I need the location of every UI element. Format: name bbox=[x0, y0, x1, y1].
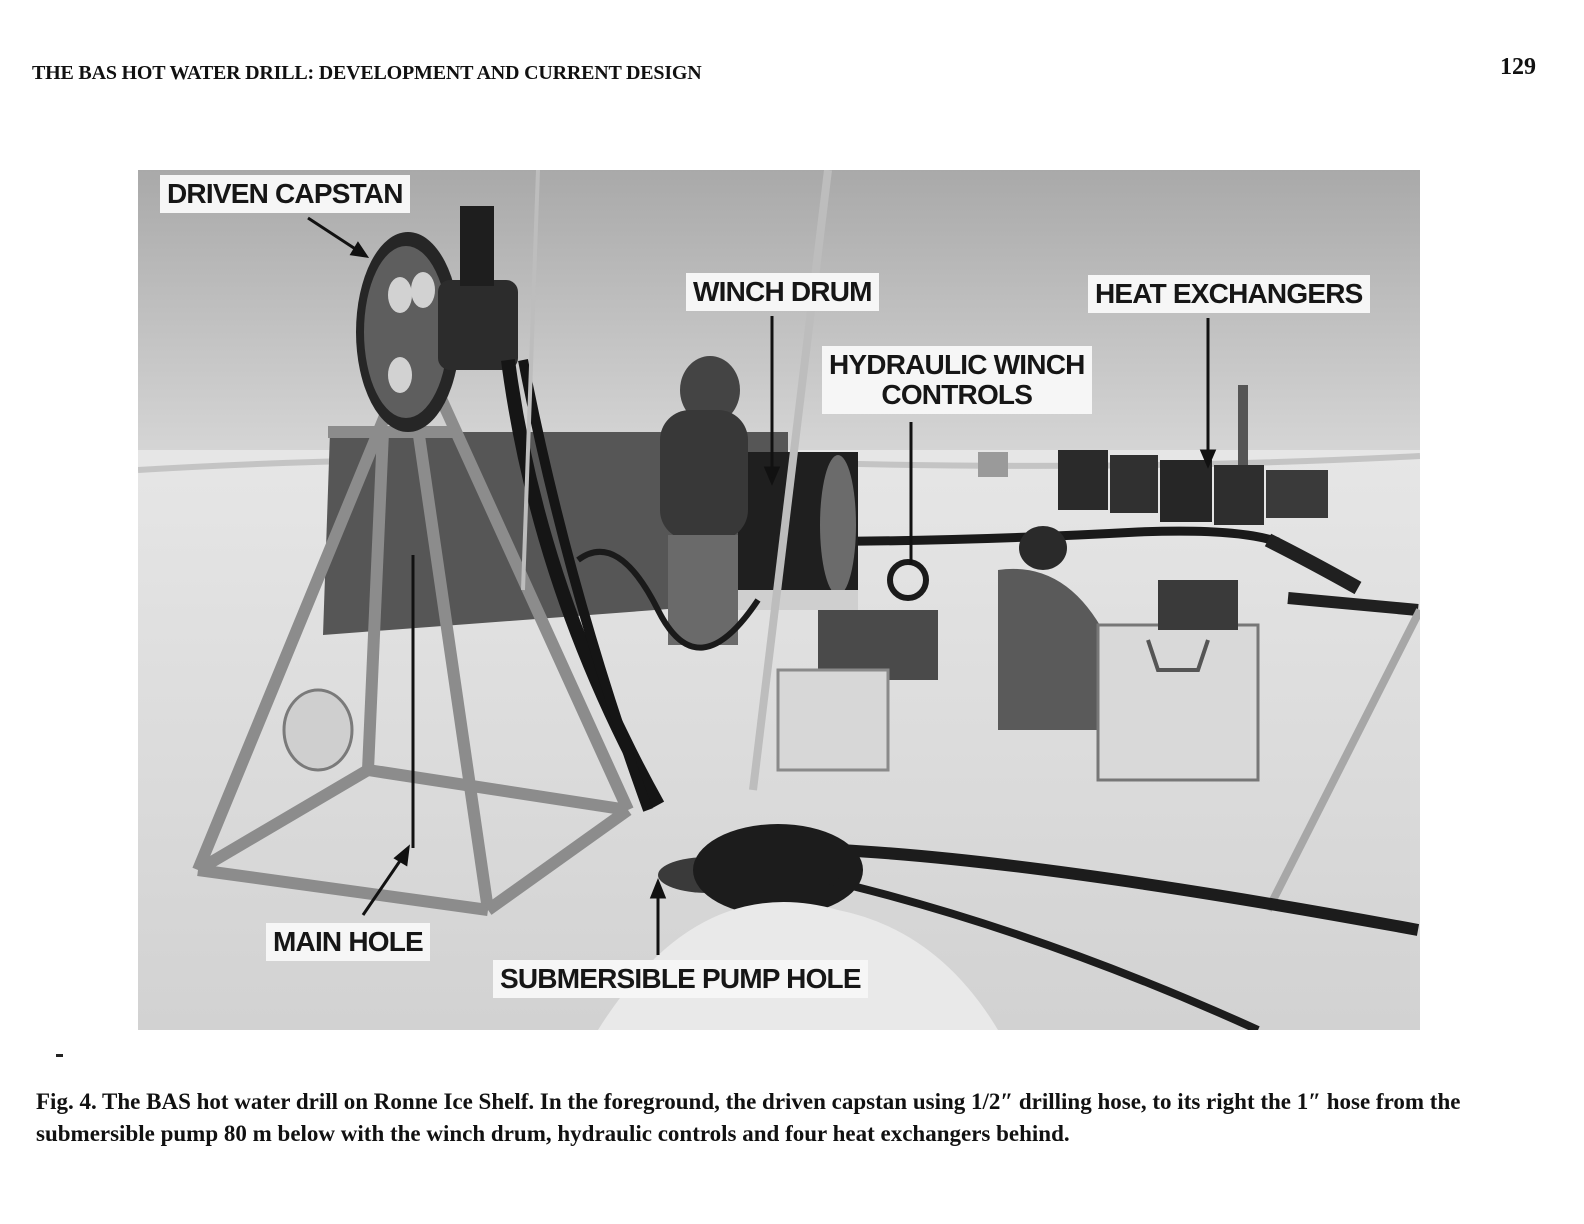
callout-heat-exchangers: HEAT EXCHANGERS bbox=[1088, 275, 1370, 313]
callout-hydraulic-winch-controls bbox=[822, 346, 1092, 414]
callout-submersible-pump-hole: SUBMERSIBLE PUMP HOLE bbox=[493, 960, 868, 998]
callout-line: CONTROLS bbox=[881, 379, 1033, 410]
callout-main-hole: MAIN HOLE bbox=[266, 923, 430, 961]
cable-spool bbox=[284, 690, 352, 770]
figure-caption: Fig. 4. The BAS hot water drill on Ronne Ice Shelf. In the foreground, the driven capstan using 1/2″ drilling hose, to its right the 1″ hose from the submersible pump 80 m below with the winch drum, hydraulic controls and four heat exchangers behind. bbox=[36, 1089, 1461, 1146]
callout-line: HYDRAULIC WINCH bbox=[829, 349, 1085, 380]
callout-driven-capstan: DRIVEN CAPSTAN bbox=[160, 175, 410, 213]
callout-winch-drum: WINCH DRUM bbox=[686, 273, 879, 311]
stray-mark bbox=[56, 1054, 63, 1057]
running-head: THE BAS HOT WATER DRILL: DEVELOPMENT AND CURRENT DESIGN bbox=[32, 62, 702, 84]
page-number: 129 bbox=[1500, 54, 1536, 80]
sky bbox=[138, 170, 1420, 470]
